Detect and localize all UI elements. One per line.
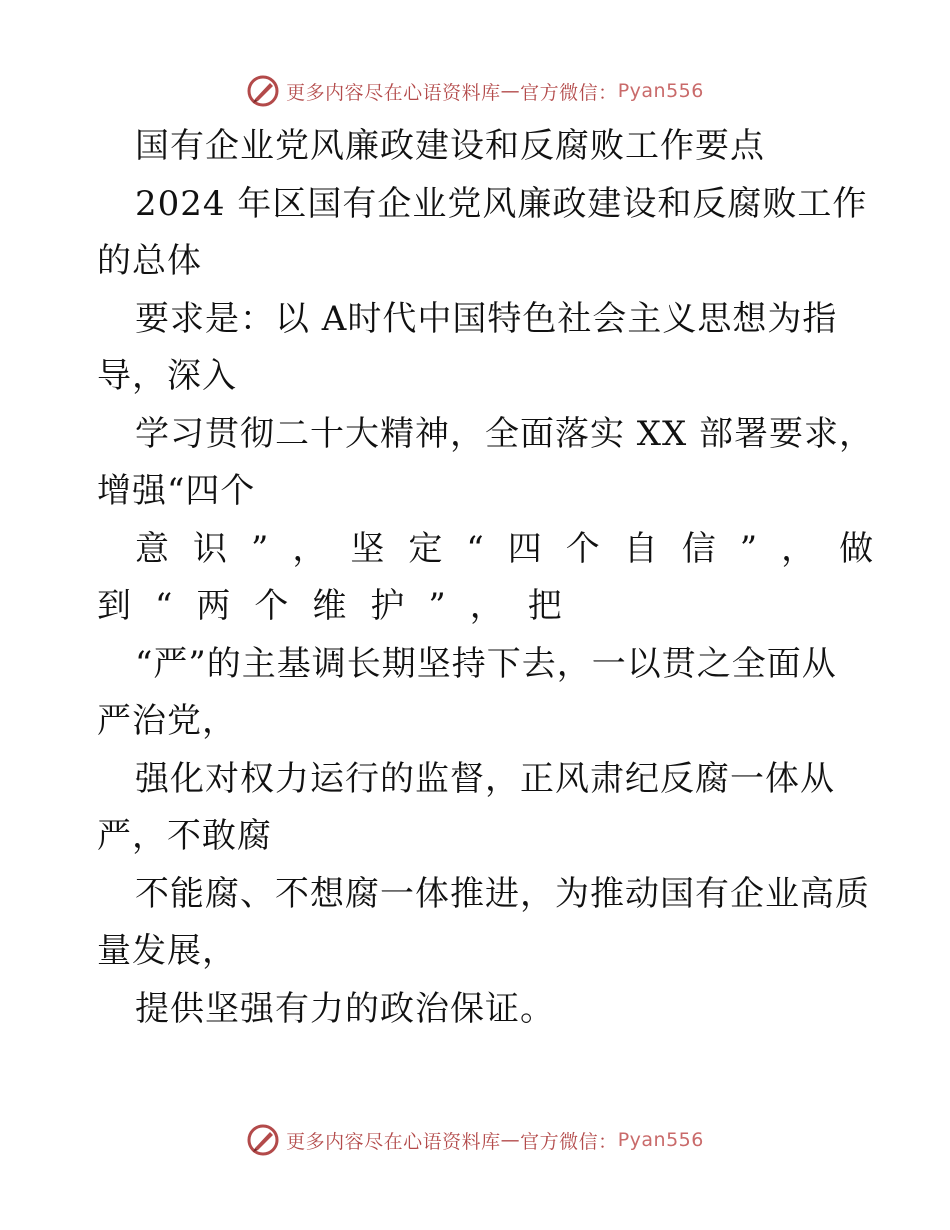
paragraph-line: 增强“四个: [97, 471, 256, 511]
watermark-wechat-id: Pyan556: [617, 1129, 704, 1151]
paragraph-line: 意识”，坚定“四个自信”，做: [135, 528, 898, 569]
paragraph-line: 严，不敢腐: [97, 816, 272, 856]
watermark-header: [0, 71, 950, 111]
paragraph-line: 2024 年区国有企业党风廉政建设和反腐败工作: [135, 183, 868, 224]
paragraph-line: 要求是：以 A时代中国特色社会主义思想为指: [135, 298, 838, 339]
paragraph-line: 严治党，: [97, 701, 237, 741]
paragraph-line: 量发展，: [97, 931, 237, 971]
paragraph-line: 提供坚强有力的政治保证。: [135, 988, 555, 1029]
pen-logo-icon: [246, 74, 280, 108]
watermark-wechat-label: 官方微信：: [520, 1130, 618, 1153]
watermark-text: 更多内容尽在心语资料库: [286, 1130, 501, 1153]
paragraph-line: “严”的主基调长期坚持下去，一以贯之全面从: [135, 643, 837, 684]
document-title: 国有企业党风廉政建设和反腐败工作要点: [135, 126, 765, 166]
paragraph-line: 的总体: [97, 241, 202, 281]
watermark-separator: —: [500, 80, 521, 102]
watermark-text: 更多内容尽在心语资料库: [286, 81, 501, 104]
paragraph-line: 强化对权力运行的监督，正风肃纪反腐一体从: [135, 758, 835, 799]
watermark-footer: [0, 1120, 950, 1160]
paragraph-line: 学习贯彻二十大精神，全面落实 XX 部署要求，: [135, 413, 875, 454]
watermark-separator: —: [500, 1129, 521, 1151]
paragraph-line: 到“两个维护”，把: [97, 586, 586, 626]
watermark-wechat-label: 官方微信：: [520, 81, 618, 104]
paragraph-line: 导，深入: [97, 356, 237, 396]
paragraph-line: 不能腐、不想腐一体推进，为推动国有企业高质: [135, 873, 870, 914]
watermark-wechat-id: Pyan556: [617, 80, 704, 102]
pen-logo-icon: [246, 1123, 280, 1157]
document-body: [97, 118, 898, 1038]
